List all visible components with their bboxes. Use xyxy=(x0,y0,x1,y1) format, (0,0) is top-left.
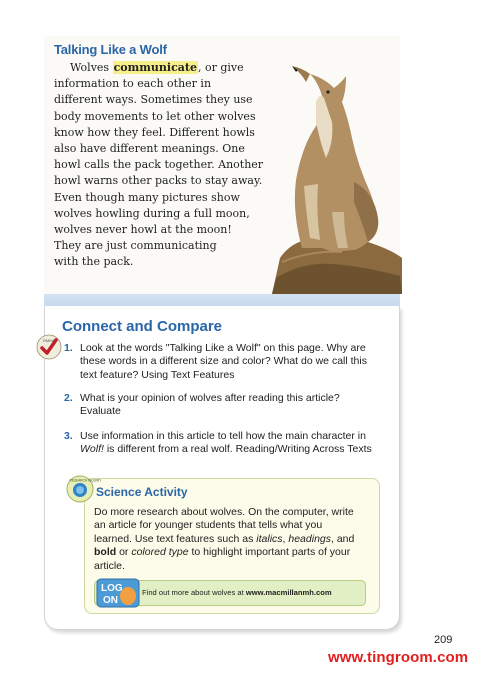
article-body xyxy=(54,60,272,271)
log-on-text: Find out more about wolves at www.macmillanmh.com xyxy=(142,588,332,597)
question-text: Use information in this article to tell how the main character in Wolf! is different from a real wolf. Reading/Writing Across Texts xyxy=(80,430,372,456)
checkmark-badge-icon xyxy=(36,334,62,360)
connect-title: Connect and Compare xyxy=(62,318,223,335)
badge-label: RMMA xyxy=(43,338,56,343)
wolf-photo xyxy=(262,62,402,294)
log-label: LOG xyxy=(101,583,123,594)
question-text: Look at the words "Talking Like a Wolf" on this page. Why are these words in a different size and color? What do we call this text feature? Using Text Features xyxy=(80,342,367,381)
question-number: 3. xyxy=(64,430,73,442)
article-line: Even though many pictures show xyxy=(54,190,240,204)
article-line: howl warns other packs to stay away. xyxy=(54,174,263,188)
article-line: wolves never howl at the moon! xyxy=(54,223,232,237)
article-line: howl calls the pack together. Another xyxy=(54,158,264,172)
article-heading: Talking Like a Wolf xyxy=(54,42,167,57)
article-line: wolves howling during a full moon, xyxy=(54,206,250,220)
article-line: with the pack. xyxy=(54,255,134,269)
article-line: different ways. Sometimes they use xyxy=(54,93,253,107)
highlighted-word: communicate xyxy=(113,61,197,74)
question-number: 2. xyxy=(64,392,73,404)
question-number: 1. xyxy=(64,342,73,354)
watermark: www.tingroom.com xyxy=(328,649,469,666)
question-text: What is your opinion of wolves after reading this article? Evaluate xyxy=(80,392,340,418)
article-line: Wolves communicate, or give xyxy=(70,61,244,74)
article-line: They are just communicating xyxy=(54,239,217,253)
page-number: 209 xyxy=(434,634,453,646)
on-label: ON xyxy=(103,595,118,606)
science-activity-text: Do more research about wolves. On the computer, write an article for younger students that tells what you learned. Use text features such as italics, headings, and bold or colored type to highlight important parts of your article. xyxy=(94,506,355,572)
article-line: body movements to let other wolves xyxy=(54,109,256,123)
research-inquiry-icon xyxy=(66,475,102,503)
log-on-link[interactable]: www.macmillanmh.com xyxy=(245,588,332,597)
article-line: know how they feel. Different howls xyxy=(54,125,255,139)
log-on-icon xyxy=(96,578,140,608)
article-line: information to each other in xyxy=(54,77,212,91)
science-activity-title: Science Activity xyxy=(96,485,188,499)
research-icon-label: RESEARCH INQUIRY xyxy=(69,478,102,483)
article-line: also have different meanings. One xyxy=(54,142,245,156)
